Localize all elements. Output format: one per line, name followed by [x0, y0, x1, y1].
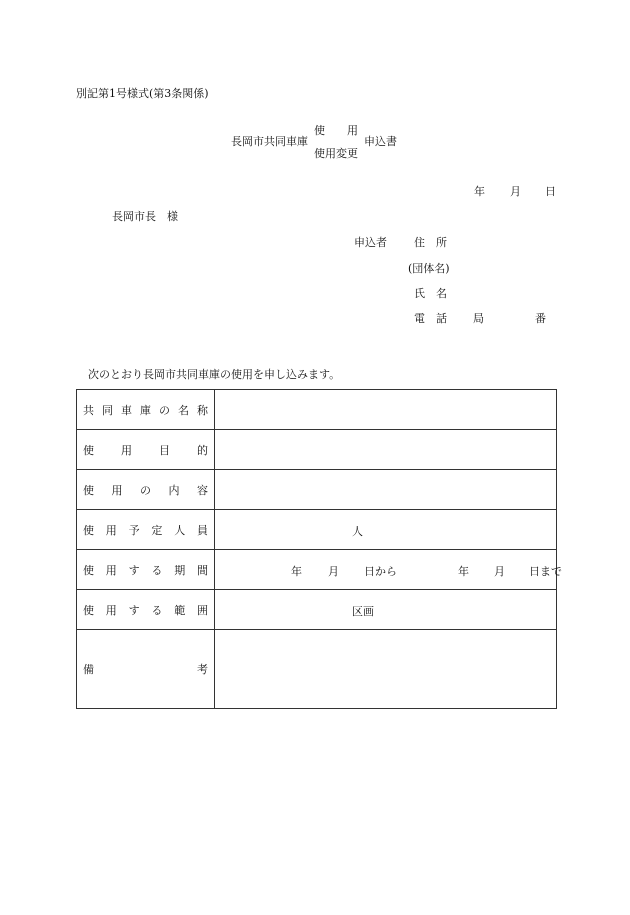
row-label — [77, 470, 215, 510]
label-char: 用 — [105, 523, 117, 537]
label-char: る — [151, 603, 163, 617]
label-char: 称 — [197, 403, 208, 417]
date-month: 月 — [510, 185, 521, 198]
label-char: す — [128, 563, 140, 577]
label-char: す — [128, 603, 140, 617]
label-char: 使 — [83, 483, 94, 497]
row-label — [77, 590, 215, 630]
label-char: 共 — [83, 403, 94, 417]
period-units — [215, 550, 562, 589]
date-year: 年 — [474, 185, 485, 198]
title-option-change: 使用変更 — [314, 147, 358, 160]
table-row — [77, 430, 557, 470]
spread-label — [83, 522, 208, 538]
label-char: 容 — [197, 483, 208, 497]
table-row — [77, 470, 557, 510]
spread-label — [83, 661, 208, 677]
label-char: 囲 — [196, 603, 208, 617]
spread-label — [83, 602, 208, 618]
period-end-month: 月 — [494, 565, 505, 578]
period-start-month: 月 — [328, 565, 339, 578]
range-unit: 区画 — [352, 605, 374, 618]
label-char: 内 — [168, 483, 180, 497]
application-table — [76, 389, 562, 709]
label-char: 使 — [83, 443, 94, 457]
label-char: 的 — [197, 443, 208, 457]
label-char: 考 — [197, 663, 208, 676]
row-label — [77, 630, 215, 709]
addressee: 長岡市長 様 — [112, 210, 178, 223]
label-char: 人 — [174, 523, 186, 537]
label-char: 範 — [174, 603, 186, 617]
title-left: 長岡市共同車庫 — [231, 135, 308, 148]
label-char: 用 — [105, 563, 117, 577]
label-char: る — [151, 563, 163, 577]
applicant-phone-exchange: 局 — [473, 312, 484, 325]
label-char: 間 — [196, 563, 208, 577]
purpose-field[interactable] — [215, 430, 557, 470]
date-day: 日 — [545, 185, 556, 198]
row-label — [77, 430, 215, 470]
row-label — [77, 510, 215, 550]
label-char: 用 — [111, 483, 123, 497]
applicant-tag: 申込者 — [354, 236, 387, 249]
label-char: 備 — [83, 663, 94, 676]
title-right: 申込書 — [364, 135, 397, 148]
spread-label — [83, 442, 208, 458]
period-start-year: 年 — [291, 565, 302, 578]
label-char: の — [140, 483, 151, 497]
table-row — [77, 390, 557, 430]
applicant-address-label: 住 所 — [414, 236, 447, 249]
label-char: 車 — [121, 403, 132, 417]
label-char: 使 — [83, 523, 94, 537]
label-char: 予 — [128, 523, 140, 537]
applicant-name-label: 氏 名 — [414, 287, 447, 300]
title-option-use: 使 用 — [314, 124, 358, 137]
remarks-field[interactable] — [215, 630, 557, 709]
headcount-unit: 人 — [352, 525, 363, 538]
label-char: 目 — [159, 443, 170, 457]
label-char: 定 — [151, 523, 163, 537]
table-row — [77, 630, 557, 709]
row-label — [77, 550, 215, 590]
label-char: 庫 — [140, 403, 151, 417]
table-row — [77, 550, 557, 590]
period-start-day: 日から — [364, 565, 397, 578]
applicant-group-label: (団体名) — [408, 262, 450, 275]
table-row — [77, 510, 557, 550]
headcount-field[interactable] — [215, 510, 557, 550]
applicant-phone-number: 番 — [535, 312, 546, 325]
form-label: 別記第1号様式(第3条関係) — [76, 87, 209, 100]
intro-text: 次のとおり長岡市共同車庫の使用を申し込みます。 — [88, 368, 341, 381]
spread-label — [83, 482, 208, 498]
spread-label — [83, 562, 208, 578]
label-char: 員 — [196, 523, 208, 537]
period-end-day: 日まで — [529, 565, 562, 578]
label-char: 用 — [121, 443, 132, 457]
row-label — [77, 390, 215, 430]
range-field[interactable] — [215, 590, 557, 630]
table-row — [77, 590, 557, 630]
label-char: 使 — [83, 603, 94, 617]
applicant-phone-label: 電 話 — [414, 312, 447, 325]
label-char: の — [159, 403, 170, 417]
period-end-year: 年 — [458, 565, 469, 578]
period-field[interactable] — [215, 550, 562, 590]
garage-name-field[interactable] — [215, 390, 557, 430]
label-char: 名 — [178, 403, 189, 417]
label-char: 使 — [83, 563, 94, 577]
label-char: 期 — [174, 563, 186, 577]
content-field[interactable] — [215, 470, 557, 510]
label-char: 同 — [102, 403, 113, 417]
label-char: 用 — [105, 603, 117, 617]
spread-label — [83, 402, 208, 418]
